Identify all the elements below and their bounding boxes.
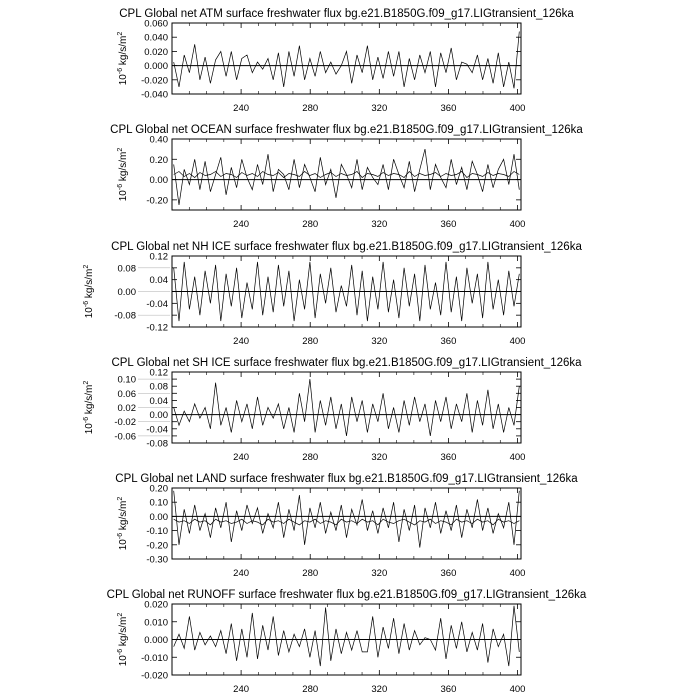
series-line-secondary: [174, 519, 520, 525]
y-tick-label: 0.08: [149, 381, 168, 393]
y-axis-label: [83, 265, 95, 319]
y-label-exp: -6: [117, 183, 124, 191]
panel-4: [83, 357, 582, 463]
y-label-base: 10: [118, 190, 129, 202]
y-tick-label: -0.08: [146, 438, 168, 450]
x-tick-label: 280: [302, 336, 319, 347]
y-tick-label: -0.020: [141, 75, 168, 87]
y-tick-label: 0.00: [117, 287, 136, 298]
y-label-sq: 2: [117, 31, 124, 36]
y-tick-label: 0.00: [149, 410, 168, 422]
panel-title: CPL Global net ATM surface freshwater flux bg.e21.B1850G.f09_g17.LIGtransient_126ka: [119, 8, 574, 20]
x-tick-label: 320: [371, 568, 388, 579]
y-tick-label: 0.02: [117, 403, 136, 414]
y-tick-label: -0.20: [146, 195, 168, 207]
panel-6: [107, 589, 587, 695]
y-tick-label: 0.08: [117, 263, 136, 275]
plot-frame: [172, 23, 521, 94]
x-tick-label: 240: [233, 219, 250, 230]
x-tick-label: 320: [371, 684, 388, 695]
y-tick-label: 0.10: [117, 374, 136, 386]
y-label-sq: 2: [83, 264, 90, 269]
y-tick-label: -0.04: [146, 424, 168, 436]
y-tick-label: -0.04: [146, 298, 168, 310]
y-tick-label: -0.08: [114, 310, 136, 322]
y-label-sq: 2: [83, 380, 90, 385]
y-label-exp: -6: [117, 532, 124, 540]
x-tick-label: 280: [302, 568, 319, 579]
y-axis-label: [117, 32, 129, 86]
x-tick-label: 400: [509, 219, 526, 230]
y-label-base: 10: [118, 74, 129, 86]
y-tick-label: 0.040: [144, 32, 168, 44]
x-tick-label: 360: [440, 103, 457, 114]
x-tick-label: 320: [371, 336, 388, 347]
series-line: [174, 379, 520, 436]
x-tick-label: 240: [233, 103, 250, 114]
y-tick-label: -0.10: [146, 526, 168, 538]
y-tick-label: -0.020: [141, 670, 168, 682]
panel-1: [117, 8, 574, 114]
y-label-base: 10: [118, 539, 129, 551]
y-tick-label: 0.12: [149, 251, 168, 263]
y-tick-label: 0.40: [149, 134, 168, 146]
x-tick-label: 360: [440, 452, 457, 463]
x-tick-label: 320: [371, 103, 388, 114]
panel-title: CPL Global net OCEAN surface freshwater flux bg.e21.B1850G.f09_g17.LIGtransient_126ka: [110, 124, 583, 136]
series-line: [174, 606, 520, 666]
series-line: [174, 491, 520, 548]
y-tick-label: 0.000: [144, 61, 168, 73]
y-axis-label: [117, 497, 129, 551]
y-label-sq: 2: [117, 496, 124, 501]
y-label-unit: kg/s/m: [118, 616, 129, 649]
y-label-exp: -6: [83, 416, 90, 424]
x-tick-label: 400: [509, 452, 526, 463]
x-tick-label: 280: [302, 684, 319, 695]
y-tick-label: 0.20: [149, 154, 168, 166]
y-label-unit: kg/s/m: [118, 500, 129, 533]
x-tick-label: 240: [233, 684, 250, 695]
plot-frame: [172, 488, 521, 559]
y-label-unit: kg/s/m: [118, 151, 129, 184]
panel-title: CPL Global net NH ICE surface freshwater flux bg.e21.B1850G.f09_g17.LIGtransient_126ka: [111, 241, 582, 253]
y-tick-label: -0.30: [146, 554, 168, 566]
y-tick-label: -0.06: [114, 431, 136, 443]
y-axis-label: [83, 381, 95, 435]
y-tick-label: -0.12: [146, 322, 168, 334]
y-tick-label: 0.00: [149, 175, 168, 187]
y-tick-label: -0.010: [141, 652, 168, 664]
y-tick-label: -0.040: [141, 89, 168, 101]
y-tick-label: 0.04: [149, 395, 168, 407]
panel-title: CPL Global net RUNOFF surface freshwater flux bg.e21.B1850G.f09_g17.LIGtransient_126ka: [106, 589, 587, 601]
x-tick-label: 280: [302, 103, 319, 114]
y-tick-label: 0.00: [149, 511, 168, 523]
x-tick-label: 240: [233, 336, 250, 347]
y-axis-label: [117, 148, 129, 202]
panel-title: CPL Global net LAND surface freshwater flux bg.e21.B1850G.f09_g17.LIGtransient_126ka: [115, 473, 578, 485]
panel-title: CPL Global net SH ICE surface freshwater flux bg.e21.B1850G.f09_g17.LIGtransient_126ka: [111, 357, 582, 369]
y-tick-label: 0.060: [144, 18, 168, 30]
y-label-exp: -6: [117, 67, 124, 75]
y-label-exp: -6: [117, 648, 124, 656]
y-label-base: 10: [84, 423, 95, 435]
y-tick-label: 0.10: [149, 497, 168, 509]
x-tick-label: 400: [509, 684, 526, 695]
y-label-unit: kg/s/m: [84, 268, 95, 301]
y-label-unit: kg/s/m: [84, 384, 95, 417]
x-tick-label: 360: [440, 336, 457, 347]
x-tick-label: 360: [440, 219, 457, 230]
panel-5: [115, 473, 578, 579]
x-tick-label: 400: [509, 336, 526, 347]
x-tick-label: 320: [371, 219, 388, 230]
y-tick-label: -0.02: [114, 417, 136, 429]
y-tick-label: -0.20: [146, 540, 168, 552]
y-tick-label: 0.020: [144, 46, 168, 58]
y-label-base: 10: [84, 307, 95, 319]
y-label-unit: kg/s/m: [118, 35, 129, 68]
panel-2: [110, 124, 583, 230]
x-tick-label: 400: [509, 568, 526, 579]
panel-3: [83, 241, 582, 347]
y-tick-label: 0.20: [149, 483, 168, 495]
x-tick-label: 280: [302, 452, 319, 463]
x-tick-label: 280: [302, 219, 319, 230]
y-tick-label: 0.04: [149, 275, 168, 287]
y-label-sq: 2: [117, 612, 124, 617]
x-tick-label: 400: [509, 103, 526, 114]
x-tick-label: 360: [440, 568, 457, 579]
y-label-base: 10: [118, 655, 129, 667]
series-line: [174, 32, 520, 89]
x-tick-label: 360: [440, 684, 457, 695]
x-tick-label: 240: [233, 568, 250, 579]
y-label-sq: 2: [117, 147, 124, 152]
y-tick-label: 0.020: [144, 599, 168, 611]
y-tick-label: 0.12: [149, 367, 168, 379]
y-tick-label: 0.010: [144, 617, 168, 629]
y-axis-label: [117, 613, 129, 667]
y-tick-label: 0.000: [144, 635, 168, 646]
x-tick-label: 240: [233, 452, 250, 463]
y-tick-label: 0.06: [117, 388, 136, 400]
x-tick-label: 320: [371, 452, 388, 463]
y-label-exp: -6: [83, 300, 90, 308]
